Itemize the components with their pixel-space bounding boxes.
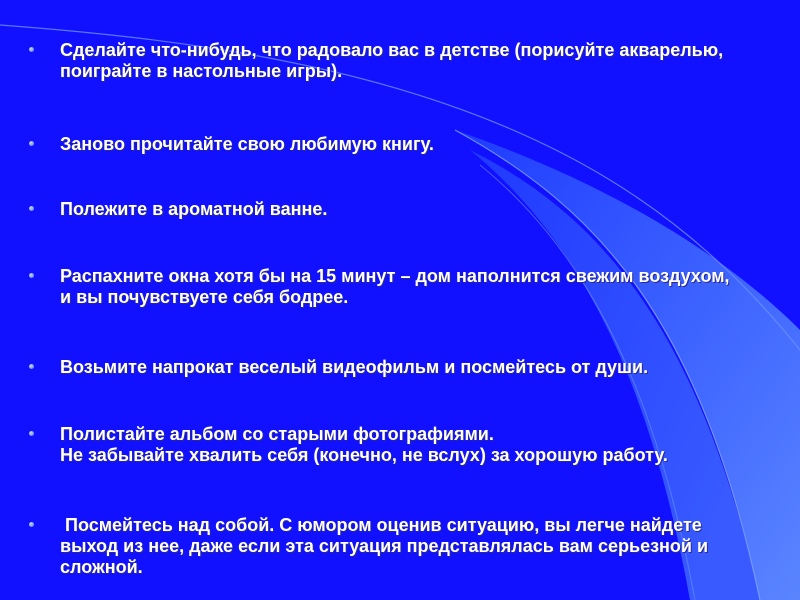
bullet-item: [60, 266, 780, 308]
bullet-text: Не забывайте хвалить себя (конечно, не вслух) за хорошую работу.: [60, 445, 668, 465]
bullet-text: сложной.: [60, 557, 143, 577]
bullet-text: поиграйте в настольные игры).: [60, 61, 343, 81]
bullet-text: и вы почувствуете себя бодрее.: [60, 287, 349, 307]
bullet-text: Посмейтесь над собой. С юмором оценив ситуацию, вы легче найдете: [60, 515, 702, 535]
bullet-dot-icon: [29, 273, 34, 278]
bullet-item: [60, 199, 780, 220]
bullet-text: Распахните окна хотя бы на 15 минут – дом наполнится свежим воздухом,: [60, 266, 730, 286]
bullet-dot-icon: [29, 522, 34, 527]
bullet-item: [60, 424, 780, 466]
bullet-dot-icon: [29, 206, 34, 211]
bullet-text: выход из нее, даже если эта ситуация представлялась вам серьезной и: [60, 536, 709, 556]
bullet-dot-icon: [29, 431, 34, 436]
bullet-text: Сделайте что-нибудь, что радовало вас в детстве (порисуйте акварелью,: [60, 40, 724, 60]
bullet-item: [60, 40, 780, 82]
bullet-text: Возьмите напрокат веселый видеофильм и посмейтесь от души.: [60, 357, 649, 377]
bullet-item: [60, 134, 780, 155]
bullet-dot-icon: [29, 364, 34, 369]
bullet-text: Полистайте альбом со старыми фотографиями.: [60, 424, 494, 444]
bullet-dot-icon: [29, 47, 34, 52]
bullet-dot-icon: [29, 141, 34, 146]
bullet-item: [60, 357, 780, 378]
bullet-text: Полежите в ароматной ванне.: [60, 199, 328, 219]
bullet-item: [60, 515, 780, 578]
bullet-text: Заново прочитайте свою любимую книгу.: [60, 134, 434, 154]
